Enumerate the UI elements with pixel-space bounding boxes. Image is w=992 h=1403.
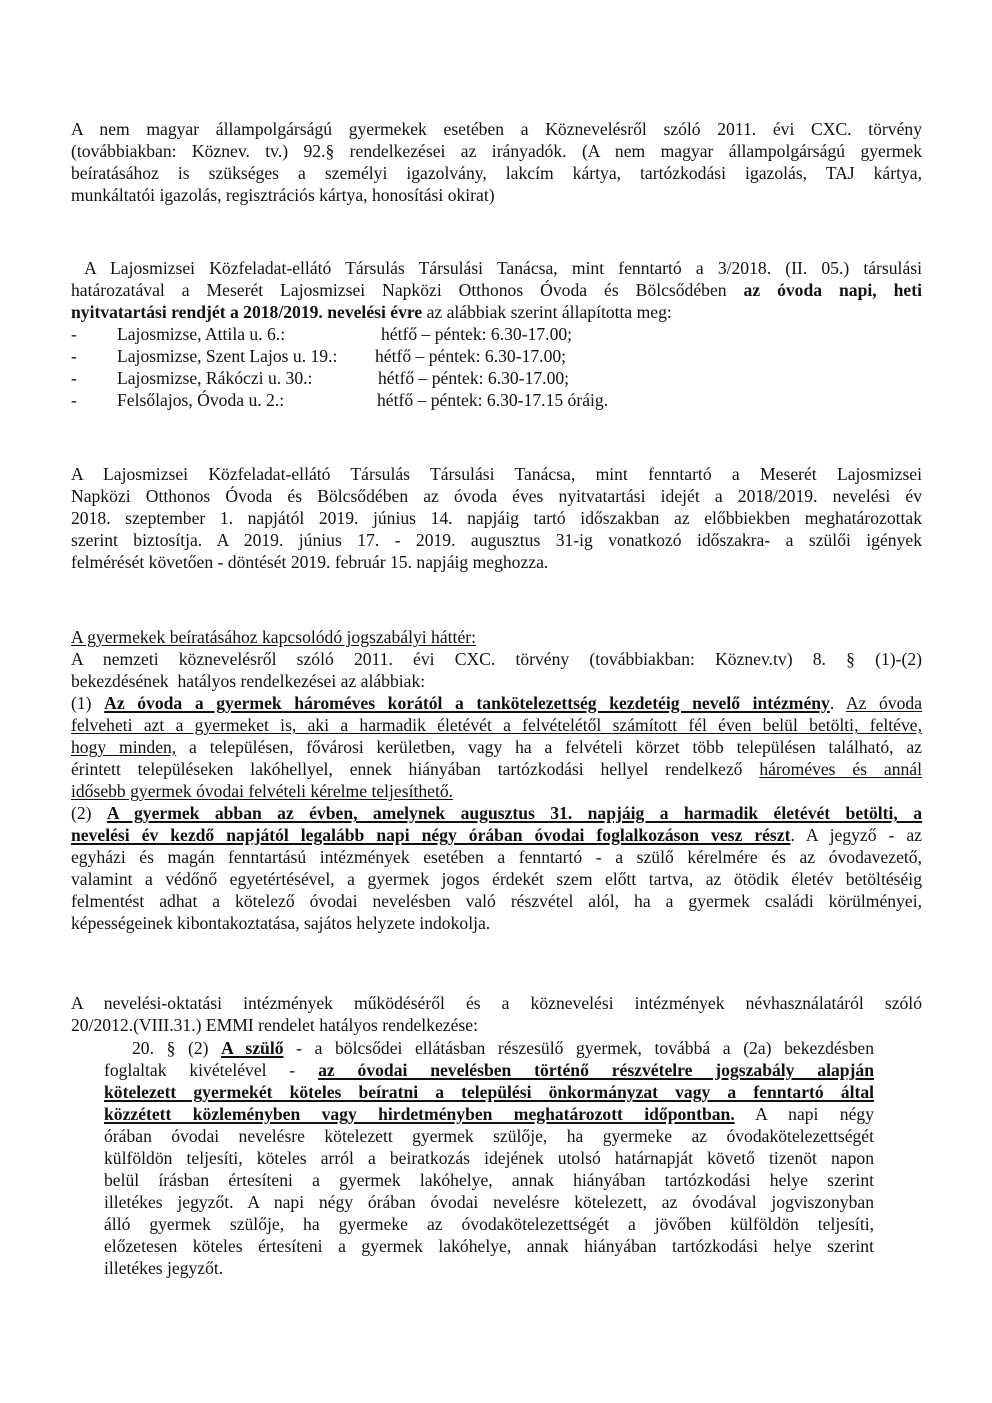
list-dash: - <box>71 346 77 366</box>
bold-text: nyitvatartási rendjét a 2018/2019. nevelési évre <box>71 302 423 322</box>
text-line: A nem magyar állampolgárságú gyermekek esetében a Köznevelésről szóló 2011. évi CXC. törvény <box>71 119 922 139</box>
text-line: órában óvodai nevelésre kötelezett gyermek szülője, ha gyermeke az óvodakötelezettségét <box>104 1126 874 1146</box>
text-line <box>71 758 922 780</box>
text-line: felmentést adhat a kötelező óvodai nevelésben való részvétel alól, ha a gyermek családi körülményei, <box>71 891 922 911</box>
text-line: szerint biztosítja. A 2019. június 17. - 2019. augusztus 31-ig vonatkozó időszakra- a szülői igények <box>71 530 922 550</box>
text-line <box>71 824 922 846</box>
text-line: 2018. szeptember 1. napjától 2019. június 14. napjáig tartó időszakban az előbbiekben meghatározottak <box>71 508 922 528</box>
text-run: az alábbiak szerint állapította meg: <box>422 302 672 322</box>
schedule-hours: hétfő – péntek: 6.30-17.00; <box>381 324 573 344</box>
text-run: foglaltak kivételével - <box>104 1060 319 1080</box>
text-run: határozatával a Meserét Lajosmizsei Napközi Otthonos Óvoda és Bölcsődében <box>71 280 744 300</box>
text-line: A Lajosmizsei Közfeladat-ellátó Társulás Társulási Tanácsa, mint fenntartó a Meserét Lajosmizsei <box>71 464 922 484</box>
text-run: a településen, fővárosi kerületben, vagy ha a felvételi körzet több településen található, az <box>176 737 922 757</box>
schedule-address: Lajosmizse, Rákóczi u. 30.: <box>117 368 313 388</box>
text-line <box>71 736 922 758</box>
schedule-address: Felsőlajos, Óvoda u. 2.: <box>117 390 285 410</box>
text-run: . A jegyző - az <box>790 825 922 845</box>
text-run: - a bölcsődei ellátásban részesülő gyermek, továbbá a (2a) bekezdésben <box>283 1038 874 1058</box>
underlined-text: hogy minden, <box>71 737 177 757</box>
bold-underlined-text: Az óvoda a gyermek hároméves korától a tankötelezettség kezdetéig nevelő intézmény <box>104 693 830 713</box>
paragraph-emmi-decree-intro <box>71 992 922 1036</box>
text-line: előzetesen köteles értesíteni a gyermek lakóhelye, annak hiányában tartózkodási helye szerint <box>104 1236 874 1256</box>
subsection-number: (2) <box>71 803 107 823</box>
text-line: 20/2012.(VIII.31.) EMMI rendelet hatályos rendelkezése: <box>71 1015 478 1035</box>
text-run: érintett településeken lakóhellyel, ennek hiányában tartózkodási hellyel rendelkező <box>71 759 760 779</box>
text-line: munkáltatói igazolás, regisztrációs kártya, honosítási okirat) <box>71 185 495 205</box>
text-line <box>71 692 922 714</box>
bold-underlined-text: A szülő <box>221 1038 284 1058</box>
paragraph-annual-opening <box>71 463 922 573</box>
text-line: A nevelési-oktatási intézmények működéséről és a köznevelési intézmények névhasználatáról szóló <box>71 993 922 1013</box>
paragraph-opening-hours <box>71 257 922 411</box>
text-line <box>71 802 922 824</box>
text-line: egyházi és magán fenntartású intézmények esetében a fenntartó - a szülő kérelmére és az óvodavezető, <box>71 847 922 867</box>
bold-underlined-text: nevelési év kezdő napjától legalább napi négy órában óvodai foglalkozáson vesz részt <box>71 825 791 845</box>
text-line: Napközi Otthonos Óvoda és Bölcsődében az óvoda éves nyitvatartási idejét a 2018/2019. nevelési év <box>71 486 922 506</box>
schedule-item <box>71 367 922 389</box>
text-line: illetékes jegyzőt. <box>104 1258 224 1278</box>
text-line: valamint a védőnő egyetértésével, a gyermek jogos érdekét szem előtt tartva, az ötödik életév betöltéséig <box>71 869 922 889</box>
text-line <box>71 279 922 301</box>
text-run: 20. § (2) <box>132 1038 222 1058</box>
text-line <box>71 301 922 323</box>
text-line: beíratásához is szükséges a személyi igazolvány, lakcím kártya, tartózkodási igazolás, TAJ kártya, <box>71 163 922 183</box>
list-dash: - <box>71 368 77 388</box>
bold-underlined-text: A gyermek abban az évben, amelynek augusztus 31. napjáig a harmadik életévét betölti, a <box>106 803 922 823</box>
underlined-text: idősebb gyermek óvodai felvételi kérelme teljesíthető. <box>71 781 454 801</box>
text-line: (továbbiakban: Köznev. tv.) 92.§ rendelkezései az irányadók. (A nem magyar állampolgárságú gyermek <box>71 141 922 161</box>
text-line: képességeinek kibontakoztatása, sajátos helyzete indokolja. <box>71 913 491 933</box>
text-run: . <box>829 693 846 713</box>
schedule-address: Lajosmizse, Szent Lajos u. 19.: <box>117 346 338 366</box>
section-heading: A gyermekek beíratásához kapcsolódó jogszabályi háttér: <box>71 627 476 647</box>
underlined-text: Az óvoda <box>845 693 923 713</box>
bold-text: az óvoda napi, heti <box>743 280 922 300</box>
text-line <box>104 1059 874 1081</box>
text-line: A Lajosmizsei Közfeladat-ellátó Társulás Társulási Tanácsa, mint fenntartó a 3/2018. (II. 05.) társulási <box>71 258 922 278</box>
text-line: belül írásban értesíteni a gyermek lakóhelye, annak hiányában tartózkodási helye szerint <box>104 1170 874 1190</box>
schedule-list <box>71 323 922 411</box>
text-run: A napi négy <box>734 1104 874 1124</box>
section-legal-background <box>71 626 922 934</box>
text-line <box>104 1103 874 1125</box>
subsection-number: (1) <box>71 693 105 713</box>
schedule-address: Lajosmizse, Attila u. 6.: <box>117 324 286 344</box>
paragraph-foreign-citizens <box>71 118 922 206</box>
bold-underlined-text: kötelezett gyermekét köteles beíratni a települési önkormányzat vagy a fenntartó által <box>104 1082 874 1102</box>
bold-underlined-text: közzétett közleményben vagy hirdetményben meghatározott időpontban. <box>104 1104 735 1124</box>
schedule-hours: hétfő – péntek: 6.30-17.00; <box>378 368 570 388</box>
text-line <box>104 1037 874 1059</box>
text-line: álló gyermek szülője, ha gyermeke az óvodakötelezettségét a jövőben külföldön teljesíti, <box>104 1214 874 1234</box>
schedule-item <box>71 345 922 367</box>
underlined-text: hároméves és annál <box>759 759 922 779</box>
schedule-item <box>71 323 922 345</box>
list-dash: - <box>71 390 77 410</box>
text-line: A nemzeti köznevelésről szóló 2011. évi CXC. törvény (továbbiakban: Köznev.tv) 8. § (1)-(2) <box>71 649 922 669</box>
list-dash: - <box>71 324 77 344</box>
text-line: felmérését követően - döntését 2019. február 15. napjáig meghozza. <box>71 552 549 572</box>
schedule-item <box>71 389 922 411</box>
schedule-hours: hétfő – péntek: 6.30-17.00; <box>375 346 567 366</box>
underlined-text: felveheti azt a gyermeket is, aki a harmadik életévét a felvételétől számított fél éven belül betölti, feltéve, <box>71 715 922 735</box>
text-line: bekezdésének hatályos rendelkezései az alábbiak: <box>71 671 426 691</box>
quoted-decree-section <box>104 1037 874 1279</box>
bold-underlined-text: az óvodai nevelésben történő részvételre jogszabály alapján <box>318 1060 875 1080</box>
schedule-hours: hétfő – péntek: 6.30-17.15 óráig. <box>377 390 609 410</box>
text-line: illetékes jegyzőt. A napi négy órában óvodai nevelésre kötelezett, az óvodával jogviszonyban <box>104 1192 874 1212</box>
text-line: külföldön teljesíti, köteles arról a beiratkozás idejének utolsó határnapját követő tizenöt napon <box>104 1148 874 1168</box>
